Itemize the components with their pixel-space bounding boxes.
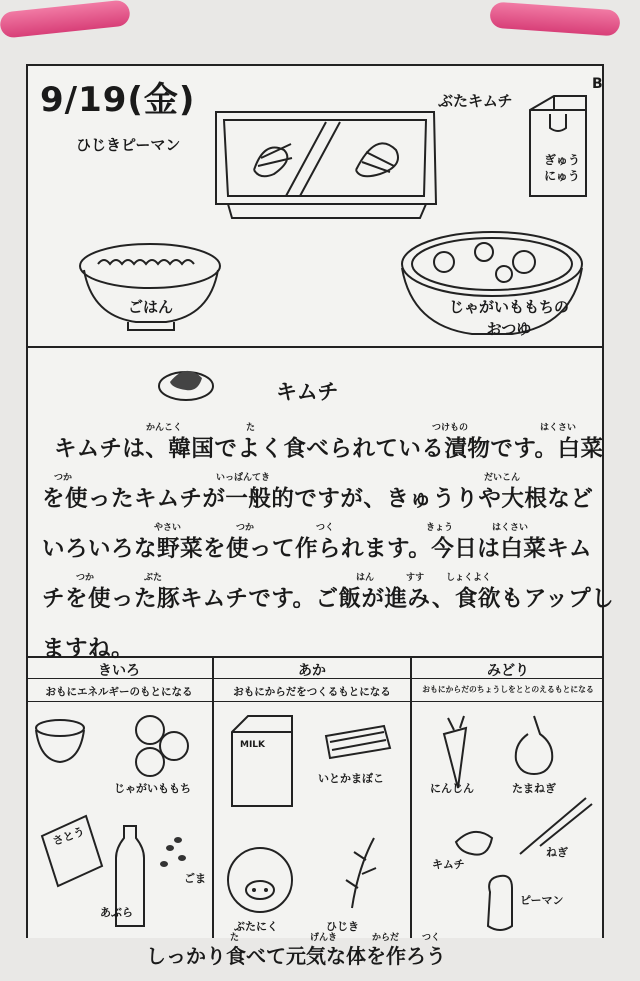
item-itokamaboko: いとかまぼこ [318,772,384,785]
footer-slogan: しっかり食べて元気な体を作ろう [146,944,446,968]
group-divider-2 [410,656,412,938]
article-body [42,430,615,668]
ruby-ta: た [246,423,256,433]
item-piman: ピーマン [520,894,564,907]
item-negi: ねぎ [546,846,568,859]
footer-ruby-karada: からだ [372,933,400,943]
ruby-buta: ぶた [144,573,163,583]
label-hijiki: ひじきピーマン [76,136,181,154]
ruby-daikon: だいこん [484,473,521,483]
rice-bowl-illustration [76,234,226,334]
ruby-susu: すす [406,573,425,583]
ruby-yasai: やさい [154,523,182,533]
item-satou: さとう [50,824,87,849]
ruby-shokuyoku: しょくよく [446,573,492,583]
article-title: キムチ [276,380,339,404]
ruby-tsukemono: つけもの [432,423,469,433]
footer-ruby-ta: た [230,933,240,943]
binder-ring-left [0,0,131,39]
date-label: 9/19(金) [40,80,196,120]
label-soup-line1: じゃがいももちの [448,298,569,316]
ruby-kankoku: かんこく [146,423,183,433]
ruby-han: はん [356,573,375,583]
item-hijiki: ひじき [326,920,359,933]
green-group-illustrations [416,708,602,938]
item-tamanegi: たまねぎ [512,782,556,795]
ruby-hakusai-2: はくさい [492,523,529,533]
label-rice: ごはん [128,298,174,316]
ruby-kyou: きょう [426,523,454,533]
menu-card [26,64,615,938]
ruby-tsuku: つく [316,523,335,533]
milk-carton-icon [524,92,594,202]
label-soup [424,296,594,340]
ruby-ippanteki: いっぱんてき [216,473,271,483]
item-jagaimomochi: じゃがいももち [114,782,191,795]
item-butaniku: ぶたにく [234,920,278,933]
item-goma: ごま [184,872,206,885]
label-butakimchi: ぶたキムチ [438,92,513,110]
item-ninjin: にんじん [430,782,474,795]
tray-illustration [206,100,446,230]
ruby-tsuka-3: つか [76,573,95,583]
group-name-green: みどり [487,663,529,679]
ruby-tsuka-2: つか [236,523,255,533]
item-milk: MILK [240,740,266,750]
label-soup-line2: おつゆ [486,320,532,338]
ruby-tsuka-1: つか [54,473,73,483]
group-desc-yellow: おもにエネルギーのもとになる [45,686,193,698]
article-line-4: チを使った豚キムチです。ご飯が進み、食欲もアップし [42,586,615,612]
group-desc-green: おもにからだのちょうしをととのえるもとになる [422,685,594,694]
ruby-hakusai-1: はくさい [540,423,577,433]
article-line-5: ますね。 [42,636,135,662]
corner-mark: B [592,76,603,92]
footer-ruby-genki: げんき [310,933,338,943]
group-name-red: あか [298,663,326,679]
item-kimchi: キムチ [432,858,465,871]
article-line-2: を使ったキムチが一般的ですが、きゅうりや大根など [42,486,594,512]
group-desc-rule [26,701,604,702]
article-line-3: いろいろな野菜を使って作られます。今日は白菜キム [42,536,592,562]
binder-ring-right [489,1,620,36]
label-milk: ぎゅう にゅう [543,153,580,183]
divider-top [26,346,604,348]
item-abura: あぶら [100,906,133,919]
kimchi-plate-icon [156,356,216,406]
group-name-yellow: きいろ [98,663,140,679]
article-line-1: キムチは、韓国でよく食べられている漬物です。白菜 [54,436,604,462]
footer-ruby-tsuku: つく [422,933,441,943]
group-desc-red: おもにからだをつくるもとになる [233,686,391,698]
